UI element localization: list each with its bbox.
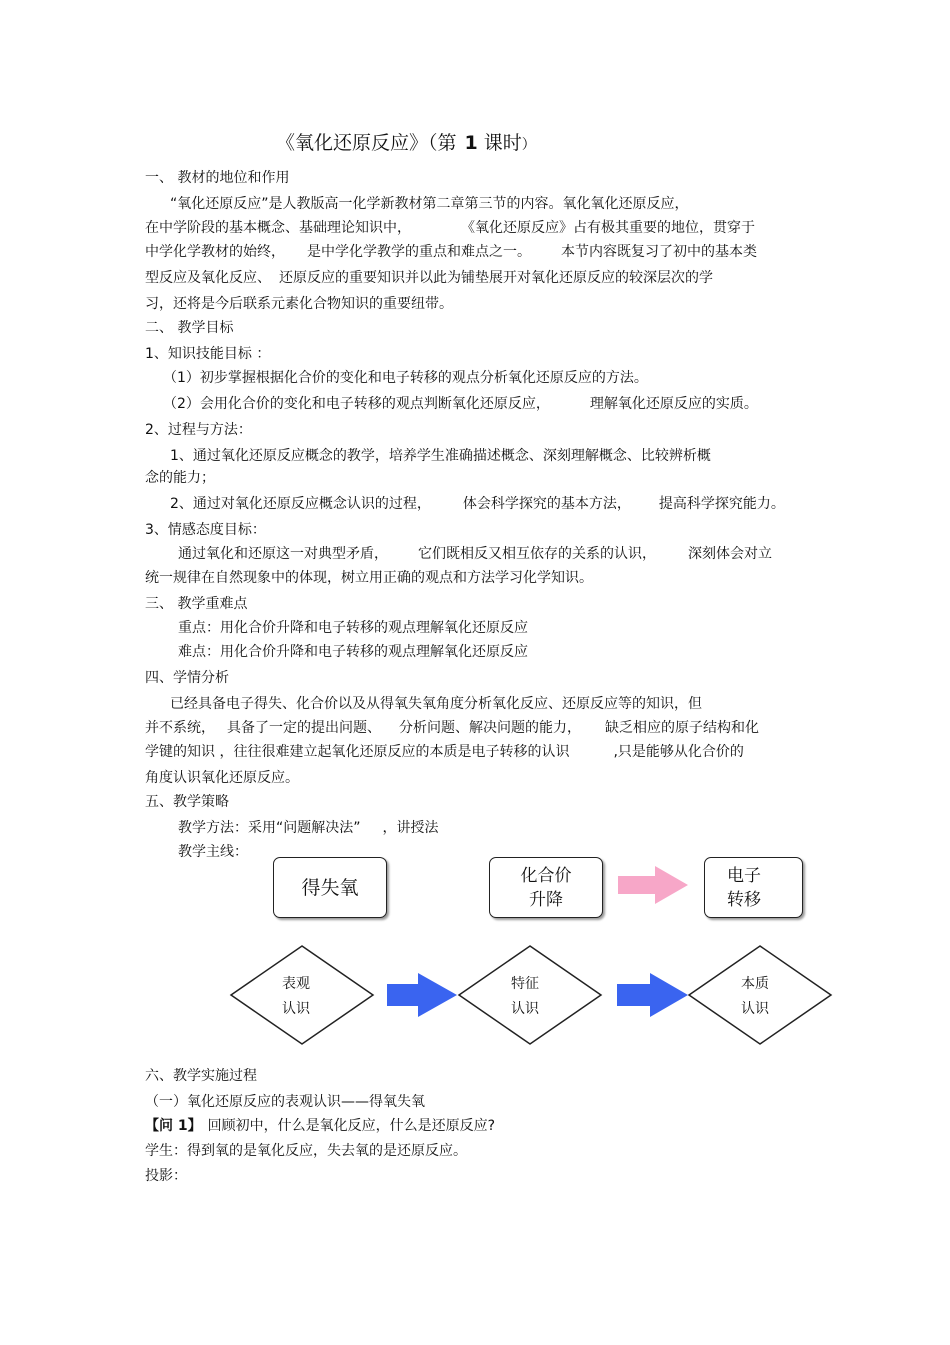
paragraph-line: 在中学阶段的基本概念、基础理论知识中， 《氧化还原反应》占有极其重要的地位，贯穿于	[145, 220, 755, 236]
goal-item: （1）初步掌握根据化合价的变化和电子转移的观点分析氧化还原反应的方法。	[163, 370, 648, 386]
difficult-point: 难点：用化合价升降和电子转移的观点理解氧化还原反应	[178, 644, 528, 660]
emotion-goal-heading: 3、情感态度目标：	[145, 522, 266, 538]
paragraph-line: “氧化还原反应”是人教版高一化学新教材第二章第三节的内容。氧化氧化还原反应，	[170, 196, 689, 212]
teaching-method: 教学方法：采用“问题解决法” ，讲授法	[178, 820, 439, 836]
paragraph-line: 已经具备电子得失、化合价以及从得氧失氧角度分析氧化反应、还原反应等的知识，但	[170, 696, 702, 712]
paragraph-line: 学键的知识 ，往往很难建立起氧化还原反应的本质是电子转移的认识 ,只是能够从化合价的	[145, 744, 744, 760]
blue-arrow-icon	[617, 973, 688, 1017]
question-1: 【问 1】 回顾初中，什么是氧化反应，什么是还原反应?	[145, 1118, 496, 1134]
box-gain-lose-oxygen: 得失氧	[273, 857, 387, 918]
section-3-heading: 三、 教学重难点	[145, 596, 248, 612]
pink-arrow-icon	[618, 866, 688, 904]
blue-arrow-icon	[387, 973, 457, 1017]
paragraph-line: 型反应及氧化反应、 还原反应的重要知识并以此为铺垫展开对氧化还原反应的较深层次的学	[145, 270, 713, 286]
goal-item: 1、通过氧化还原反应概念的教学，培养学生准确描述概念、深刻理解概念、比较辨析概	[170, 448, 711, 464]
subsection-heading: （一）氧化还原反应的表观认识——得氧失氧	[145, 1094, 425, 1110]
goal-item: 2、通过对氧化还原反应概念认识的过程， 体会科学探究的基本方法， 提高科学探究能力。	[170, 496, 785, 512]
section-1-heading: 一、 教材的地位和作用	[145, 170, 290, 186]
teaching-main-line-label: 教学主线：	[178, 844, 248, 860]
section-5-heading: 五、教学策略	[145, 794, 229, 810]
process-goal-heading: 2、过程与方法：	[145, 422, 252, 438]
diamond-surface-label: 表观 认识	[282, 976, 310, 1017]
diamond-feature-label: 特征 认识	[511, 976, 539, 1017]
diamond-essence-label: 本质 认识	[741, 976, 769, 1017]
paragraph-line: 习，还将是今后联系元素化合物知识的重要纽带。	[145, 296, 453, 312]
box-valence-change: 化合价 升降	[489, 857, 603, 918]
paragraph-line: 角度认识氧化还原反应。	[145, 770, 299, 786]
page-title: 《氧化还原反应》（第 1 课时）	[276, 132, 536, 154]
goal-item: 念的能力；	[145, 470, 215, 486]
paragraph-line: 中学化学教材的始终， 是中学化学教学的重点和难点之一。 本节内容既复习了初中的基本类	[145, 244, 757, 260]
key-point: 重点：用化合价升降和电子转移的观点理解氧化还原反应	[178, 620, 528, 636]
projection-label: 投影：	[145, 1168, 187, 1184]
section-2-heading: 二、 教学目标	[145, 320, 234, 336]
goal-item: 通过氧化和还原这一对典型矛盾， 它们既相反又相互依存的关系的认识， 深刻体会对立	[178, 546, 772, 562]
student-answer: 学生：得到氧的是氧化反应，失去氧的是还原反应。	[145, 1143, 467, 1159]
goal-item: 统一规律在自然现象中的体现，树立用正确的观点和方法学习化学知识。	[145, 570, 593, 586]
knowledge-goal-heading: 1、知识技能目标 ：	[145, 346, 271, 362]
paragraph-line: 并不系统， 具备了一定的提出问题、 分析问题、解决问题的能力， 缺乏相应的原子结构和化	[145, 720, 759, 736]
box-electron-transfer: 电子 转移	[704, 857, 803, 918]
section-4-heading: 四、学情分析	[145, 670, 229, 686]
section-6-heading: 六、教学实施过程	[145, 1068, 257, 1084]
goal-item: （2）会用化合价的变化和电子转移的观点判断氧化还原反应， 理解氧化还原反应的实质。	[163, 396, 758, 412]
